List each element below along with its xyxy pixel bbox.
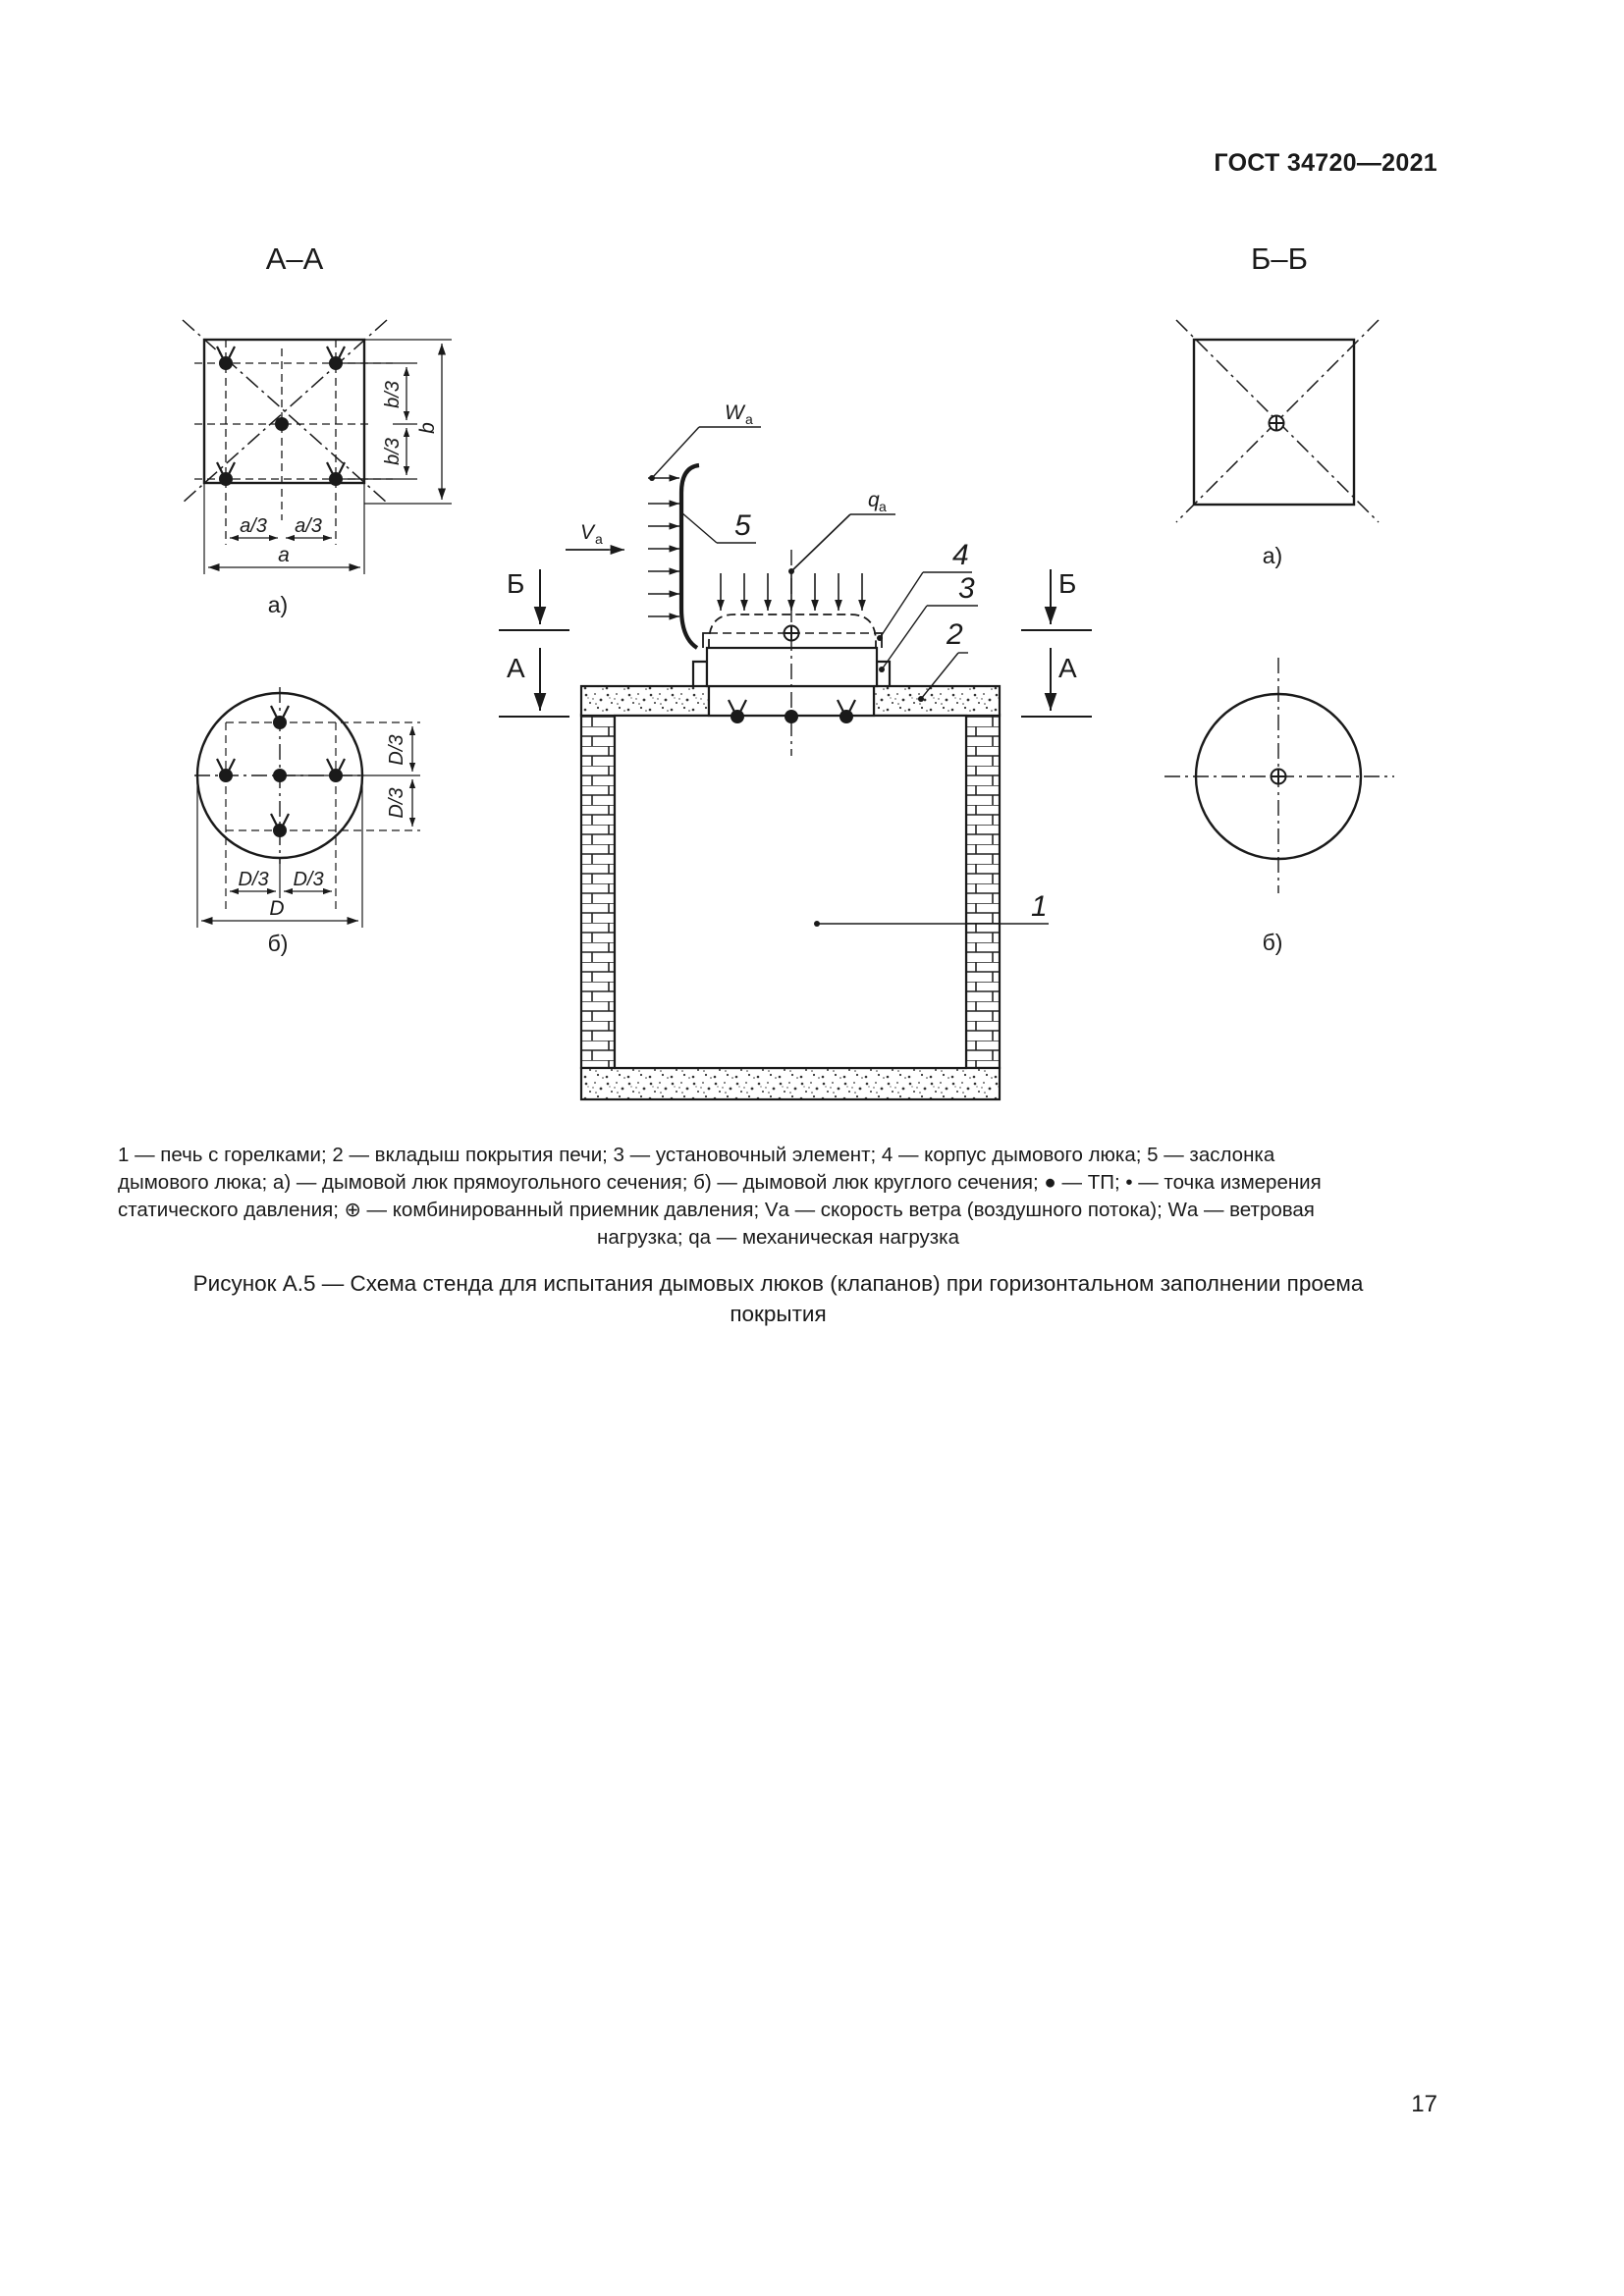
page-number: 17 — [1411, 2091, 1437, 2117]
furnace-stand — [581, 686, 1000, 1099]
callout-3: 3 — [958, 572, 975, 605]
callout-5: 5 — [734, 509, 751, 542]
cut-b-right: Б — [1058, 568, 1077, 599]
caption-line-2: покрытия — [730, 1302, 827, 1326]
section-bb-title: Б–Б — [1251, 241, 1308, 276]
cut-a-left: А — [507, 653, 525, 683]
legend-line-2: дымового люка; а) — дымовой люк прямоугольного сечения; б) — дымовой люк круглого сечения; ● — ТП; • — точка измерения — [118, 1171, 1322, 1194]
dim-d3-vert-upper: D/3 — [386, 734, 407, 766]
label-wa-sub: a — [745, 411, 753, 427]
cut-b-left: Б — [507, 568, 525, 599]
sub-label-a-left: а) — [267, 592, 289, 617]
sub-label-a-right: а) — [1262, 543, 1283, 568]
dim-d3-left: D/3 — [238, 869, 269, 890]
document-header: ГОСТ 34720—2021 — [1214, 149, 1437, 177]
label-va: V — [580, 521, 595, 544]
label-wa: W — [725, 401, 744, 424]
label-qa: q — [868, 489, 880, 511]
cut-a-right: А — [1058, 653, 1077, 683]
caption-line-1: Рисунок А.5 — Схема стенда для испытания дымовых люков (клапанов) при горизонтальном заполнении проема — [192, 1271, 1364, 1296]
callout-4: 4 — [952, 539, 969, 571]
label-qa-sub: a — [879, 499, 887, 514]
sub-label-b-right: б) — [1262, 930, 1283, 955]
dim-d: D — [269, 897, 285, 920]
callout-1: 1 — [1031, 890, 1048, 923]
dim-a3-right: a/3 — [295, 515, 322, 537]
dim-b3-lower: b/3 — [382, 438, 404, 465]
figure-caption — [118, 1268, 1438, 1329]
test-stand-diagram — [0, 0, 1624, 1139]
section-aa-title: А–А — [265, 241, 324, 276]
legend-line-4: нагрузка; qа — механическая нагрузка — [597, 1226, 959, 1249]
figure-legend — [118, 1142, 1438, 1252]
dim-b3-upper: b/3 — [382, 381, 404, 408]
dim-a: a — [278, 544, 290, 566]
dim-d3-right: D/3 — [293, 869, 324, 890]
label-va-sub: a — [595, 531, 603, 547]
dim-d3-vert-lower: D/3 — [386, 787, 407, 819]
dim-b: b — [416, 422, 439, 434]
legend-line-3: статического давления; ⊕ — комбинированный приемник давления; Vа — скорость ветра (воздушного потока); Wа — ветровая — [118, 1199, 1315, 1221]
sub-label-b-left: б) — [267, 931, 289, 956]
legend-line-1: 1 — печь с горелками; 2 — вкладыш покрытия печи; 3 — установочный элемент; 4 — корпус дымового люка; 5 — заслонка — [118, 1144, 1275, 1166]
dim-a3-left: a/3 — [240, 515, 267, 537]
callout-2: 2 — [947, 618, 963, 651]
